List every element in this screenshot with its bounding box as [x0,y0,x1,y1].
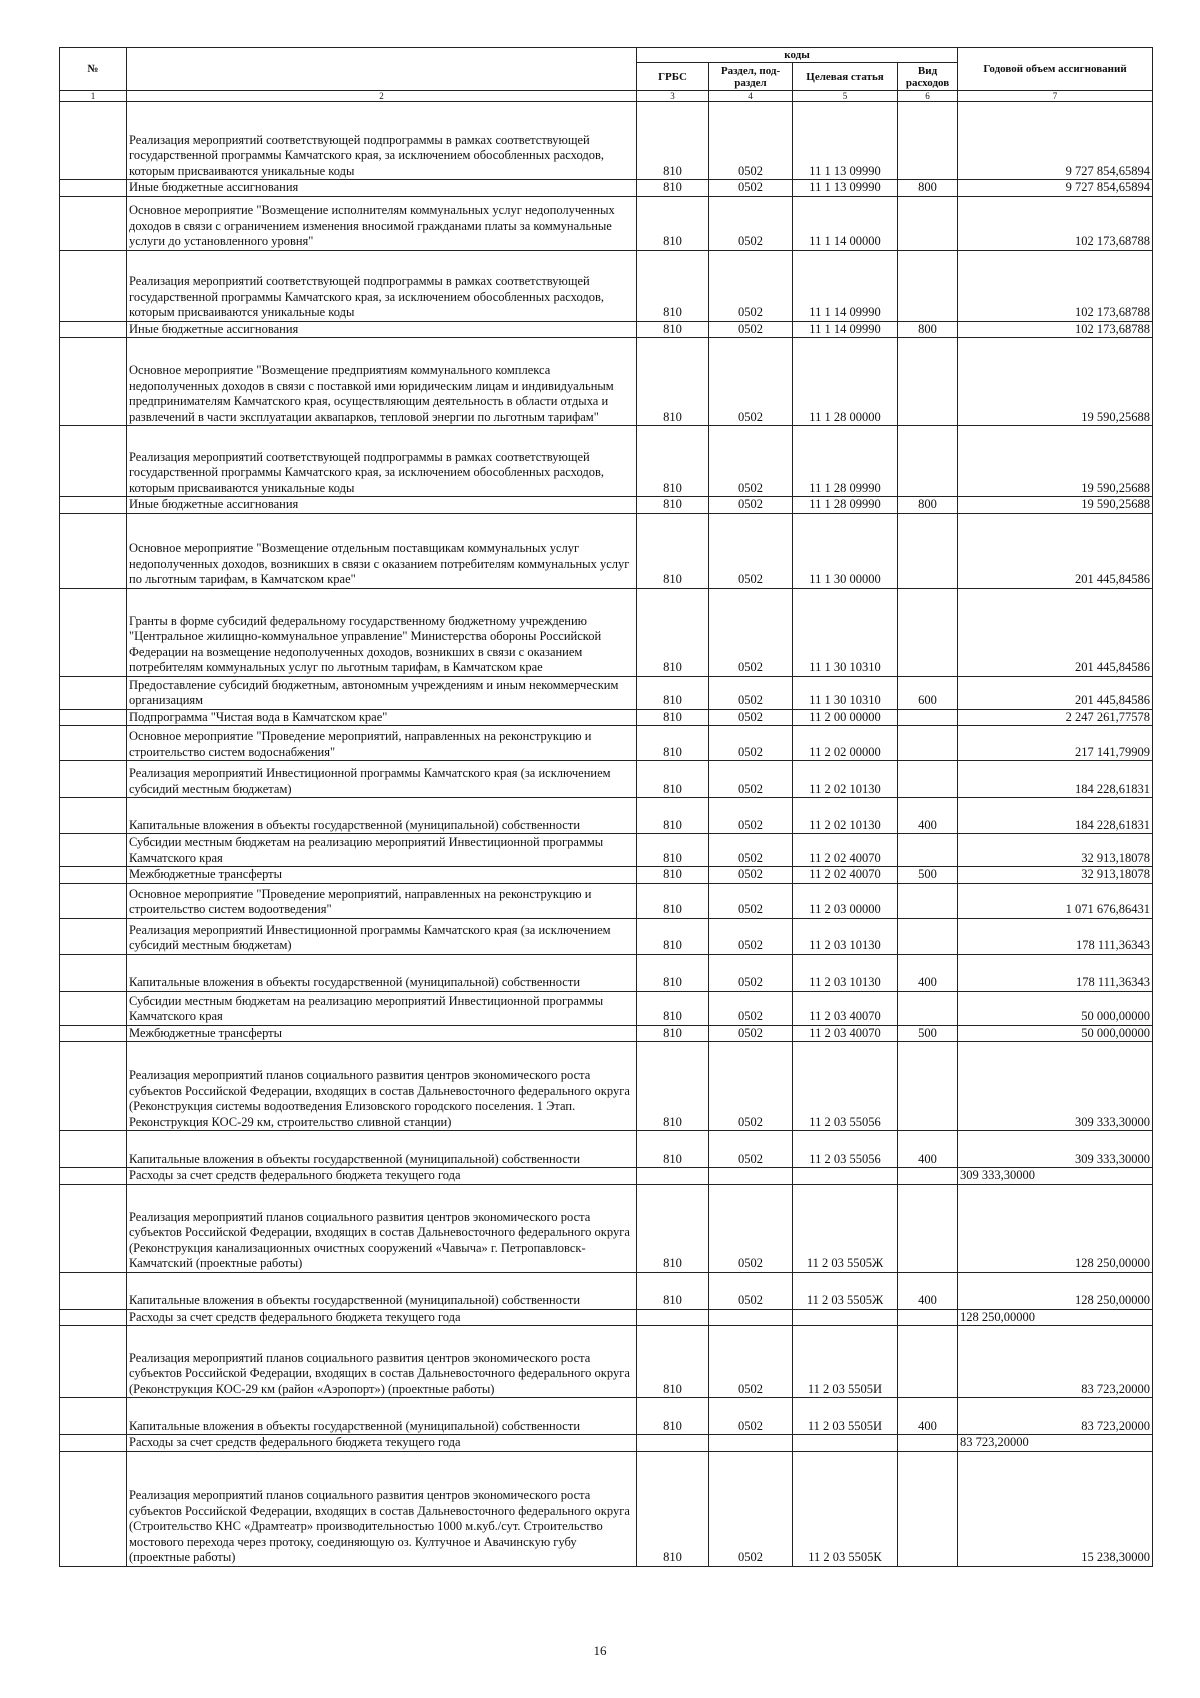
row-grbs: 810 [637,426,709,497]
row-grbs: 810 [637,588,709,676]
row-vid [898,1042,958,1131]
row-name: Реализация мероприятий планов социального развития центров экономического роста субъектов Российской Федерации, входящих в состав Дальневосточного федерального округа (Реконструкция КОС-29 км (район «Аэропорт») (проектные работы) [127,1326,637,1398]
table-row [60,954,1153,991]
empty-code-cell [637,1309,709,1326]
row-razdel: 0502 [709,1042,793,1131]
row-grbs: 810 [637,991,709,1025]
row-vid: 400 [898,954,958,991]
row-sum: 309 333,30000 [958,1131,1153,1168]
row-sum: 201 445,84586 [958,676,1153,709]
row-num [60,676,127,709]
table-row [60,1042,1153,1131]
row-name: Реализация мероприятий планов социального развития центров экономического роста субъектов Российской Федерации, входящих в состав Дальневосточного федерального округа (Реконструкция канализационных очистных сооружений «Чавыча» г. Петропавловск-Камчатский (проектные работы) [127,1184,637,1272]
federal-budget-label: Расходы за счет средств федерального бюджета текущего года [127,1309,637,1326]
row-vid [898,883,958,918]
row-celevaya: 11 2 03 5505Ж [793,1184,898,1272]
row-razdel: 0502 [709,513,793,588]
table-row [60,798,1153,834]
table-row [60,588,1153,676]
row-num [60,1025,127,1042]
row-grbs: 810 [637,761,709,798]
row-celevaya: 11 1 13 09990 [793,102,898,180]
row-vid [898,338,958,426]
column-index: 6 [898,91,958,102]
table-row [60,1398,1153,1435]
row-razdel: 0502 [709,102,793,180]
row-vid [898,1451,958,1566]
row-celevaya: 11 2 02 40070 [793,834,898,867]
row-celevaya: 11 1 28 09990 [793,426,898,497]
row-celevaya: 11 2 03 10130 [793,954,898,991]
row-razdel: 0502 [709,726,793,761]
row-num [60,798,127,834]
table-row [60,867,1153,884]
row-sum: 50 000,00000 [958,1025,1153,1042]
row-num [60,1451,127,1566]
row-name: Подпрограмма "Чистая вода в Камчатском крае" [127,709,637,726]
row-razdel: 0502 [709,180,793,197]
row-celevaya: 11 2 03 5505И [793,1398,898,1435]
row-razdel: 0502 [709,918,793,954]
table-row [60,1025,1153,1042]
row-grbs: 810 [637,676,709,709]
row-razdel: 0502 [709,1398,793,1435]
row-razdel: 0502 [709,676,793,709]
row-num [60,726,127,761]
row-vid [898,834,958,867]
row-sum: 19 590,25688 [958,497,1153,514]
row-celevaya: 11 2 03 5505И [793,1326,898,1398]
row-razdel: 0502 [709,1131,793,1168]
row-num [60,338,127,426]
empty-code-cell [637,1435,709,1452]
row-grbs: 810 [637,709,709,726]
row-grbs: 810 [637,918,709,954]
row-razdel: 0502 [709,1451,793,1566]
row-name: Иные бюджетные ассигнования [127,321,637,338]
row-num [60,196,127,250]
table-row [60,726,1153,761]
row-celevaya: 11 2 02 10130 [793,798,898,834]
row-num [60,1272,127,1309]
federal-budget-sum: 128 250,00000 [958,1309,1153,1326]
row-name: Капитальные вложения в объекты государственной (муниципальной) собственности [127,1131,637,1168]
header-celevaya: Целевая статья [793,63,898,91]
table-row [60,991,1153,1025]
table-row [60,1272,1153,1309]
empty-code-cell [637,1168,709,1185]
row-razdel: 0502 [709,991,793,1025]
row-sum: 83 723,20000 [958,1326,1153,1398]
row-razdel: 0502 [709,321,793,338]
empty-code-cell [898,1309,958,1326]
table-row [60,883,1153,918]
row-num [60,761,127,798]
row-num [60,1326,127,1398]
row-grbs: 810 [637,798,709,834]
row-vid [898,991,958,1025]
row-celevaya: 11 1 30 10310 [793,588,898,676]
row-vid: 400 [898,1272,958,1309]
row-grbs: 810 [637,1025,709,1042]
row-name: Основное мероприятие "Проведение мероприятий, направленных на реконструкцию и строительство систем водоснабжения" [127,726,637,761]
row-sum: 201 445,84586 [958,588,1153,676]
row-num [60,180,127,197]
empty-code-cell [898,1168,958,1185]
row-vid [898,1184,958,1272]
row-vid [898,250,958,321]
row-razdel: 0502 [709,1025,793,1042]
row-razdel: 0502 [709,497,793,514]
row-name: Межбюджетные трансферты [127,1025,637,1042]
row-name: Предоставление субсидий бюджетным, автономным учреждениям и иным некоммерческим организациям [127,676,637,709]
row-vid: 800 [898,321,958,338]
header-grbs: ГРБС [637,63,709,91]
row-sum: 19 590,25688 [958,338,1153,426]
row-num [60,991,127,1025]
row-name: Реализация мероприятий соответствующей подпрограммы в рамках соответствующей государственной программы Камчатского края, за исключением обособленных расходов, которым присваиваются уникальные коды [127,250,637,321]
column-index: 2 [127,91,637,102]
row-vid [898,588,958,676]
row-grbs: 810 [637,1184,709,1272]
row-name: Иные бюджетные ассигнования [127,180,637,197]
row-name: Реализация мероприятий Инвестиционной программы Камчатского края (за исключением субсидий местным бюджетам) [127,761,637,798]
row-vid [898,709,958,726]
row-celevaya: 11 2 03 55056 [793,1131,898,1168]
row-celevaya: 11 1 30 10310 [793,676,898,709]
row-vid: 500 [898,1025,958,1042]
row-celevaya: 11 2 02 40070 [793,867,898,884]
row-num [60,497,127,514]
row-num [60,1309,127,1326]
row-vid: 800 [898,497,958,514]
empty-code-cell [793,1435,898,1452]
table-row [60,338,1153,426]
row-grbs: 810 [637,1451,709,1566]
row-grbs: 810 [637,1272,709,1309]
row-vid [898,726,958,761]
row-grbs: 810 [637,1131,709,1168]
empty-code-cell [898,1435,958,1452]
row-grbs: 810 [637,1398,709,1435]
row-celevaya: 11 1 28 00000 [793,338,898,426]
row-razdel: 0502 [709,338,793,426]
header-name [127,48,637,91]
row-sum: 9 727 854,65894 [958,180,1153,197]
row-grbs: 810 [637,497,709,514]
row-name: Реализация мероприятий планов социального развития центров экономического роста субъектов Российской Федерации, входящих в состав Дальневосточного федерального округа (Реконструкция системы водоотведения Елизовского городского поселения. 1 Этап. Реконструкция КОС-29 км, строительство сливной станции) [127,1042,637,1131]
row-sum: 178 111,36343 [958,954,1153,991]
row-vid: 800 [898,180,958,197]
row-vid [898,918,958,954]
row-razdel: 0502 [709,250,793,321]
row-vid [898,513,958,588]
row-name: Основное мероприятие "Возмещение предприятиям коммунального комплекса недополученных доходов в связи с поставкой ими юридическим лицам и индивидуальным предпринимателям Камчатского края, осуществляющим деятельность в области отдыха и развлечений в части эксплуатации аквапарков, тепловой энергии по льготным тарифам" [127,338,637,426]
table-row [60,709,1153,726]
row-num [60,321,127,338]
row-name: Капитальные вложения в объекты государственной (муниципальной) собственности [127,798,637,834]
row-name: Реализация мероприятий соответствующей подпрограммы в рамках соответствующей государственной программы Камчатского края, за исключением обособленных расходов, которым присваиваются уникальные коды [127,102,637,180]
row-grbs: 810 [637,102,709,180]
row-name: Реализация мероприятий планов социального развития центров экономического роста субъектов Российской Федерации, входящих в состав Дальневосточного федерального округа (Строительство КНС «Драмтеатр» производительностью 1000 м.куб./сут. Строительство мостового перехода через протоку, соединяющую оз. Култучное и Авачинскую губу (проектные работы) [127,1451,637,1566]
row-celevaya: 11 2 02 10130 [793,761,898,798]
row-vid [898,761,958,798]
row-name: Субсидии местным бюджетам на реализацию мероприятий Инвестиционной программы Камчатского края [127,834,637,867]
row-sum: 217 141,79909 [958,726,1153,761]
row-celevaya: 11 1 14 09990 [793,321,898,338]
table-row [60,676,1153,709]
row-grbs: 810 [637,726,709,761]
row-celevaya: 11 1 13 09990 [793,180,898,197]
row-sum: 9 727 854,65894 [958,102,1153,180]
budget-table [59,47,1153,1567]
row-grbs: 810 [637,338,709,426]
header-sum: Годовой объем ассигнований [958,48,1153,91]
row-num [60,1398,127,1435]
row-razdel: 0502 [709,1326,793,1398]
row-sum: 102 173,68788 [958,321,1153,338]
row-num [60,883,127,918]
table-body [60,102,1153,1567]
row-name: Гранты в форме субсидий федеральному государственному бюджетному учреждению "Центральное жилищно-коммунальное управление" Министерства обороны Российской Федерации на возмещение недополученных доходов, возникших в связи с оказанием потребителям коммунальных услуг по льготным тарифам, в Камчатском крае [127,588,637,676]
row-name: Основное мероприятие "Возмещение исполнителям коммунальных услуг недополученных доходов в связи с ограничением изменения вносимой гражданами платы за коммунальные услуги до установленного уровня" [127,196,637,250]
row-num [60,250,127,321]
row-num [60,709,127,726]
row-num [60,1435,127,1452]
row-grbs: 810 [637,834,709,867]
table-header [60,48,1153,102]
row-grbs: 810 [637,883,709,918]
table-row [60,1184,1153,1272]
table-row [60,761,1153,798]
table-row [60,321,1153,338]
row-celevaya: 11 1 14 00000 [793,196,898,250]
header-razdel: Раздел, под-раздел [709,63,793,91]
row-razdel: 0502 [709,761,793,798]
row-num [60,426,127,497]
row-razdel: 0502 [709,834,793,867]
row-num [60,867,127,884]
empty-code-cell [709,1168,793,1185]
table-row [60,513,1153,588]
row-sum: 83 723,20000 [958,1398,1153,1435]
row-num [60,102,127,180]
table-row [60,102,1153,180]
row-name: Основное мероприятие "Возмещение отдельным поставщикам коммунальных услуг недополученных доходов, возникших в связи с оказанием потребителям коммунальных услуг по льготным тарифам, в Камчатском крае" [127,513,637,588]
row-name: Капитальные вложения в объекты государственной (муниципальной) собственности [127,1272,637,1309]
row-celevaya: 11 2 00 00000 [793,709,898,726]
federal-budget-row [60,1168,1153,1185]
row-sum: 102 173,68788 [958,250,1153,321]
row-vid: 400 [898,1131,958,1168]
column-index: 4 [709,91,793,102]
row-sum: 102 173,68788 [958,196,1153,250]
row-vid: 500 [898,867,958,884]
row-sum: 50 000,00000 [958,991,1153,1025]
row-name: Основное мероприятие "Проведение мероприятий, направленных на реконструкцию и строительство систем водоотведения" [127,883,637,918]
row-razdel: 0502 [709,426,793,497]
row-vid: 600 [898,676,958,709]
row-sum: 15 238,30000 [958,1451,1153,1566]
row-name: Реализация мероприятий соответствующей подпрограммы в рамках соответствующей государственной программы Камчатского края, за исключением обособленных расходов, которым присваиваются уникальные коды [127,426,637,497]
federal-budget-label: Расходы за счет средств федерального бюджета текущего года [127,1168,637,1185]
row-sum: 19 590,25688 [958,426,1153,497]
federal-budget-label: Расходы за счет средств федерального бюджета текущего года [127,1435,637,1452]
row-sum: 32 913,18078 [958,867,1153,884]
column-index: 5 [793,91,898,102]
row-num [60,954,127,991]
row-celevaya: 11 1 30 00000 [793,513,898,588]
table-row [60,180,1153,197]
row-razdel: 0502 [709,196,793,250]
row-razdel: 0502 [709,954,793,991]
federal-budget-row [60,1309,1153,1326]
row-grbs: 810 [637,954,709,991]
row-name: Капитальные вложения в объекты государственной (муниципальной) собственности [127,954,637,991]
row-name: Капитальные вложения в объекты государственной (муниципальной) собственности [127,1398,637,1435]
row-vid: 400 [898,1398,958,1435]
row-sum: 178 111,36343 [958,918,1153,954]
row-grbs: 810 [637,250,709,321]
empty-code-cell [709,1309,793,1326]
row-grbs: 810 [637,867,709,884]
row-grbs: 810 [637,513,709,588]
row-celevaya: 11 2 03 5505Ж [793,1272,898,1309]
row-vid [898,102,958,180]
header-vid: Вид расходов [898,63,958,91]
row-num [60,1184,127,1272]
row-vid: 400 [898,798,958,834]
federal-budget-sum: 309 333,30000 [958,1168,1153,1185]
row-razdel: 0502 [709,867,793,884]
row-celevaya: 11 2 03 10130 [793,918,898,954]
table-row [60,1131,1153,1168]
row-razdel: 0502 [709,798,793,834]
table-row [60,834,1153,867]
row-name: Иные бюджетные ассигнования [127,497,637,514]
row-celevaya: 11 2 03 55056 [793,1042,898,1131]
row-sum: 184 228,61831 [958,798,1153,834]
row-razdel: 0502 [709,883,793,918]
row-num [60,1168,127,1185]
row-celevaya: 11 1 28 09990 [793,497,898,514]
row-num [60,588,127,676]
row-razdel: 0502 [709,588,793,676]
row-razdel: 0502 [709,1184,793,1272]
row-grbs: 810 [637,196,709,250]
table-row [60,196,1153,250]
row-sum: 1 071 676,86431 [958,883,1153,918]
table-row [60,918,1153,954]
federal-budget-row [60,1435,1153,1452]
row-num [60,513,127,588]
row-celevaya: 11 2 03 40070 [793,1025,898,1042]
row-celevaya: 11 2 03 40070 [793,991,898,1025]
row-sum: 128 250,00000 [958,1184,1153,1272]
row-celevaya: 11 2 03 00000 [793,883,898,918]
row-sum: 184 228,61831 [958,761,1153,798]
row-vid [898,1326,958,1398]
row-grbs: 810 [637,1326,709,1398]
row-vid [898,196,958,250]
row-sum: 309 333,30000 [958,1042,1153,1131]
table-row [60,1451,1153,1566]
table-row [60,497,1153,514]
row-grbs: 810 [637,1042,709,1131]
table-row [60,1326,1153,1398]
row-razdel: 0502 [709,709,793,726]
row-razdel: 0502 [709,1272,793,1309]
column-index-row [60,91,1153,102]
row-grbs: 810 [637,180,709,197]
header-codes: коды [637,48,958,63]
row-num [60,1131,127,1168]
table-row [60,426,1153,497]
row-grbs: 810 [637,321,709,338]
row-num [60,1042,127,1131]
row-num [60,918,127,954]
row-name: Субсидии местным бюджетам на реализацию мероприятий Инвестиционной программы Камчатского края [127,991,637,1025]
federal-budget-sum: 83 723,20000 [958,1435,1153,1452]
header-num: № [60,48,127,91]
row-celevaya: 11 2 02 00000 [793,726,898,761]
empty-code-cell [709,1435,793,1452]
empty-code-cell [793,1168,898,1185]
page-number: 16 [593,1643,607,1658]
row-name: Межбюджетные трансферты [127,867,637,884]
row-sum: 201 445,84586 [958,513,1153,588]
row-num [60,834,127,867]
column-index: 3 [637,91,709,102]
row-celevaya: 11 1 14 09990 [793,250,898,321]
column-index: 1 [60,91,127,102]
column-index: 7 [958,91,1153,102]
row-sum: 32 913,18078 [958,834,1153,867]
row-sum: 2 247 261,77578 [958,709,1153,726]
empty-code-cell [793,1309,898,1326]
row-sum: 128 250,00000 [958,1272,1153,1309]
row-celevaya: 11 2 03 5505К [793,1451,898,1566]
row-vid [898,426,958,497]
row-name: Реализация мероприятий Инвестиционной программы Камчатского края (за исключением субсидий местным бюджетам) [127,918,637,954]
table-row [60,250,1153,321]
